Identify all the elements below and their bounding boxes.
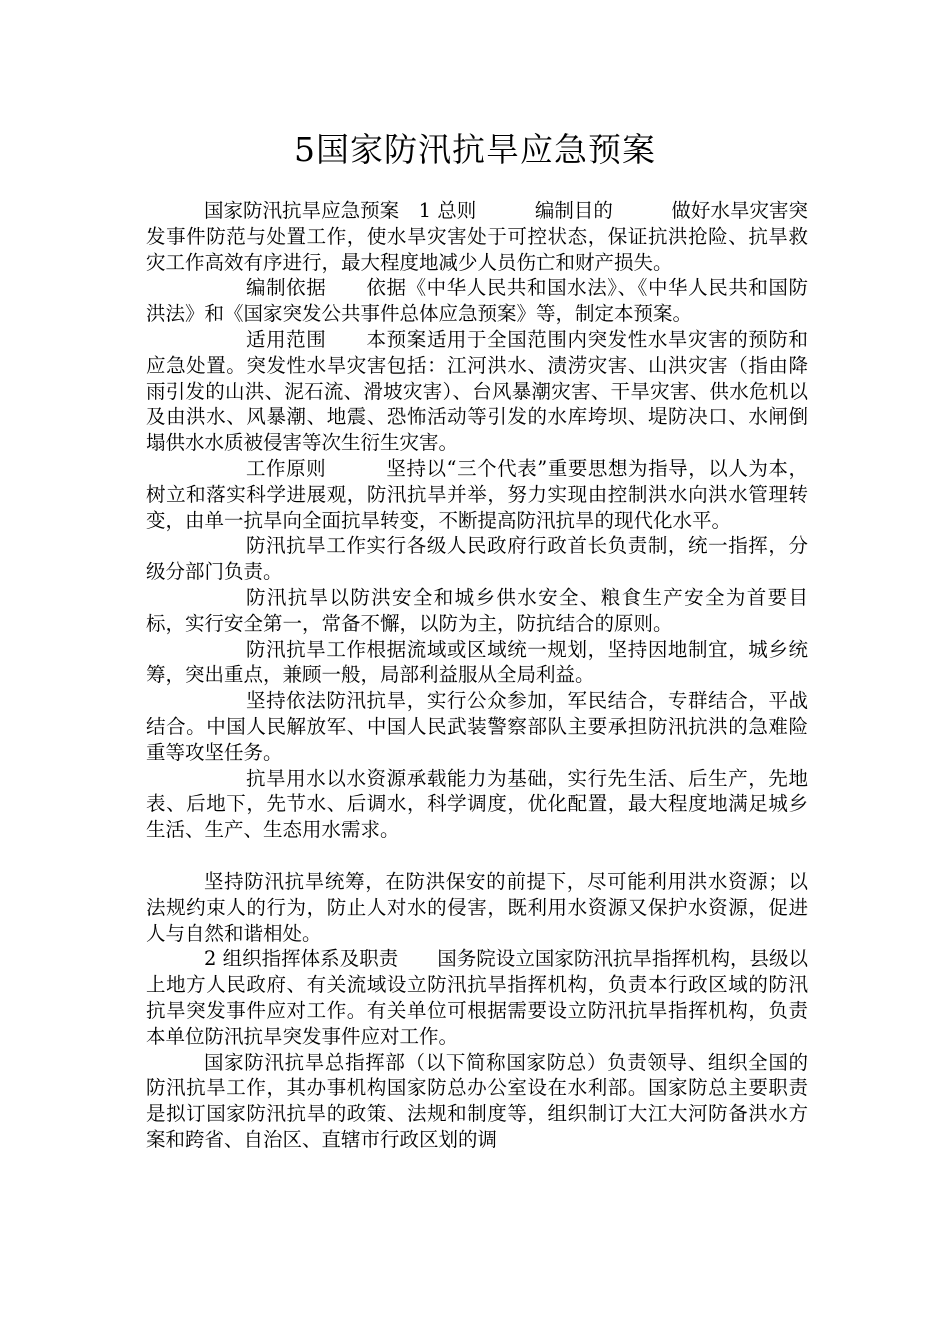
paragraph-law: 坚持依法防汛抗旱，实行公众参加，军民结合，专群结合，平战结合。中国人民解放军、中国人民武装警察部队主要承担防汛抗洪的急难险重等攻坚任务。 xyxy=(146,689,808,764)
paragraph-basis: 编制依据 依据《中华人民共和国水法》、《中华人民共和国防洪法》和《国家突发公共事件总体应急预案》等，制定本预案。 xyxy=(146,276,808,326)
paragraph-coordination: 坚持防汛抗旱统筹，在防洪保安的前提下，尽可能利用洪水资源；以法规约束人的行为，防止人对水的侵害，既利用水资源又保护水资源，促进人与自然和谐相处。 xyxy=(146,869,808,945)
paragraph-general-purpose: 国家防汛抗旱应急预案 1 总则 编制目的 做好水旱灾害突发事件防范与处置工作，使水旱灾害处于可控状态，保证抗洪抢险、抗旱救灾工作高效有序进行，最大程度地减少人员伤亡和财产损失。 xyxy=(146,199,808,274)
paragraph-responsibility: 防汛抗旱工作实行各级人民政府行政首长负责制，统一指挥，分级分部门负责。 xyxy=(146,534,808,584)
paragraph-headquarters: 国家防汛抗旱总指挥部（以下简称国家防总）负责领导、组织全国的防汛抗旱工作，其办事机构国家防总办公室设在水利部。国家防总主要职责是拟订国家防汛抗旱的政策、法规和制度等，组织制订大江大河防备洪水方案和跨省、自治区、直辖市行政区划的调 xyxy=(146,1050,808,1151)
paragraph-organization: 2 组织指挥体系及职责 国务院设立国家防汛抗旱指挥机构，县级以上地方人民政府、有关流域设立防汛抗旱指挥机构，负责本行政区域的防汛抗旱突发事件应对工作。有关单位可根据需要设立防汛抗旱指挥机构，负责本单位防汛抗旱突发事件应对工作。 xyxy=(146,947,808,1048)
paragraph-safety-goal: 防汛抗旱以防洪安全和城乡供水安全、粮食生产安全为首要目标，实行安全第一，常备不懈，以防为主，防抗结合的原则。 xyxy=(146,585,808,635)
document-body xyxy=(146,198,808,1153)
paragraph-gap xyxy=(146,843,808,869)
paragraph-principles: 工作原则 坚持以“三个代表”重要思想为指导，以人为本，树立和落实科学进展观，防汛抗旱并举，努力实现由控制洪水向洪水管理转变，由单一抗旱向全面抗旱转变，不断提高防汛抗旱的现代化水平。 xyxy=(146,456,808,532)
paragraph-planning: 防汛抗旱工作根据流域或区域统一规划，坚持因地制宜，城乡统筹，突出重点，兼顾一般，局部利益服从全局利益。 xyxy=(146,637,808,687)
paragraph-scope: 适用范围 本预案适用于全国范围内突发性水旱灾害的预防和应急处置。突发性水旱灾害包括：江河洪水、渍涝灾害、山洪灾害（指由降雨引发的山洪、泥石流、滑坡灾害）、台风暴潮灾害、干旱灾害、供水危机以及由洪水、风暴潮、地震、恐怖活动等引发的水库垮坝、堤防决口、水闸倒塌供水水质被侵害等次生衍生灾害。 xyxy=(146,327,808,455)
document-title: 5国家防汛抗旱应急预案 xyxy=(294,130,656,169)
paragraph-water-use: 抗旱用水以水资源承载能力为基础，实行先生活、后生产，先地表、后地下，先节水、后调水，科学调度，优化配置，最大程度地满足城乡生活、生产、生态用水需求。 xyxy=(146,766,808,842)
